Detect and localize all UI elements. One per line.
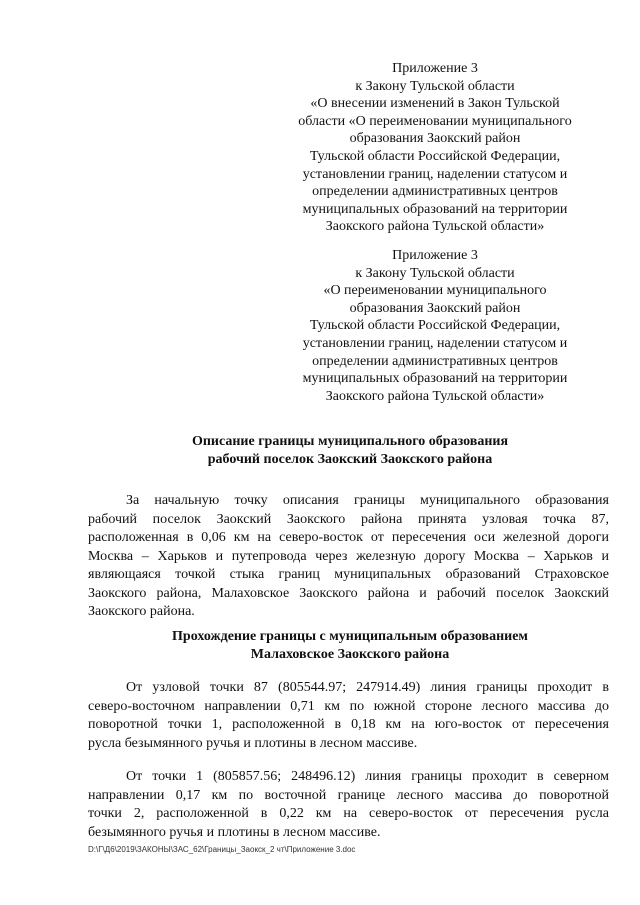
annex-line: установлении границ, наделении статусом и bbox=[302, 166, 568, 182]
annex-line: области «О переименовании муниципального bbox=[298, 113, 572, 129]
annex-line: «О переименовании муниципального bbox=[323, 283, 547, 299]
paragraph-line: Москва – Харьков и путепровода через железную дорогу Москва – Харьков и bbox=[88, 548, 609, 564]
paragraph-line: являющаяся точкой стыка границ муниципальных образований Страховское bbox=[88, 567, 609, 582]
annex-line: к Закону Тульской области bbox=[355, 265, 515, 281]
annex-line: «О внесении изменений в Закон Тульской bbox=[310, 96, 560, 112]
section-title-line: рабочий поселок Заокский Заокского района bbox=[207, 452, 493, 467]
paragraph-line: направлении 0,17 км по восточной границе лесного массива до поворотной bbox=[88, 787, 609, 803]
paragraph-line: русла безымянного ручья и плотины в лесном массиве. bbox=[88, 735, 418, 751]
paragraph-line: безымянного ручья и плотины в лесном массиве. bbox=[88, 824, 381, 840]
paragraph-line: северо-восточном направлении 0,71 км по южной стороне лесного массива до bbox=[88, 698, 609, 714]
annex-line: образования Заокский район bbox=[349, 300, 521, 316]
annex-line: Заокского района Тульской области» bbox=[325, 388, 545, 404]
annex-line: образования Заокский район bbox=[349, 131, 521, 147]
point1-paragraph bbox=[88, 768, 609, 842]
footer-file-path: D:\Г\Д6\2019\ЗАКОНЫ\ЗАС_62\Границы_Заокск_2 чт\Приложение 3.doc bbox=[88, 845, 356, 854]
section-title-line: Описание границы муниципального образования bbox=[191, 434, 509, 449]
annex-line: Приложение 3 bbox=[392, 248, 478, 263]
annex-line: к Закону Тульской области bbox=[355, 78, 515, 94]
annex-line: муниципальных образований на территории bbox=[302, 201, 568, 217]
annex-line: определении административных центров bbox=[312, 353, 558, 369]
annex-line: муниципальных образований на территории bbox=[302, 371, 568, 387]
annex-line: Тульской области Российской Федерации, bbox=[309, 318, 561, 334]
annex-header-original bbox=[280, 247, 590, 405]
intro-paragraph bbox=[88, 492, 609, 622]
annex-line: установлении границ, наделении статусом и bbox=[302, 335, 568, 351]
annex-header-current bbox=[280, 60, 590, 236]
subsection-title-line: Малаховское Заокского района bbox=[250, 647, 450, 662]
paragraph-line: Заокского района. bbox=[88, 604, 195, 619]
paragraph-line: От точки 1 (805857.56; 248496.12) линия границы проходит в северном bbox=[126, 769, 609, 784]
subsection-title-line: Прохождение границы с муниципальным образованием bbox=[172, 629, 528, 644]
annex-line: Тульской области Российской Федерации, bbox=[309, 148, 561, 164]
annex-line: Заокского района Тульской области» bbox=[325, 219, 545, 235]
annex-line: определении административных центров bbox=[312, 184, 558, 200]
paragraph-line: поворотной точки 1, расположенной в 0,18 км на юго-восток от пересечения bbox=[88, 717, 609, 732]
paragraph-line: От узловой точки 87 (805544.97; 247914.49) линия границы проходит в bbox=[126, 680, 609, 695]
paragraph-line: За начальную точку описания границы муниципального образования bbox=[126, 493, 609, 508]
subsection-title bbox=[60, 628, 640, 664]
paragraph-line: рабочий поселок Заокский Заокского района принята узловая точка 87, bbox=[88, 511, 609, 527]
paragraph-line: точки 2, расположенной в 0,22 км на северо-восток от пересечения русла bbox=[88, 806, 609, 821]
paragraph-line: Заокского района, Малаховское Заокского района и рабочий поселок Заокский bbox=[88, 585, 609, 601]
point87-paragraph bbox=[88, 679, 609, 753]
annex-line: Приложение 3 bbox=[392, 61, 478, 76]
paragraph-line: расположенная в 0,06 км на северо-восток от пересечения оси железной дороги bbox=[88, 530, 609, 545]
section-title bbox=[60, 433, 640, 469]
